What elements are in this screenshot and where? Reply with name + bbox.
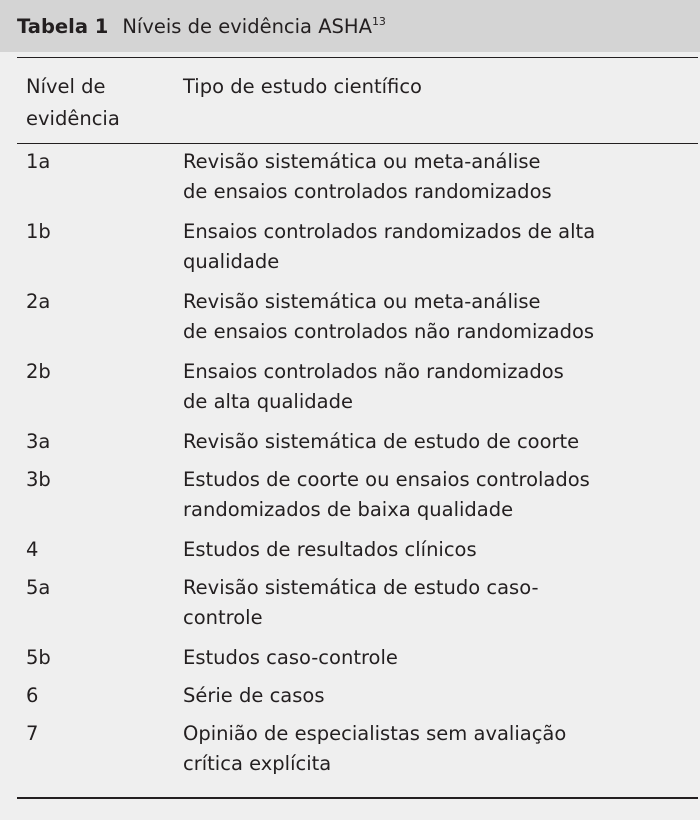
row-type-line: Série de casos xyxy=(183,684,325,707)
row-level: 6 xyxy=(26,684,39,707)
row-level: 2a xyxy=(26,290,51,313)
row-type-line: Opinião de especialistas sem avaliação xyxy=(183,722,567,745)
reference-superscript: 13 xyxy=(371,15,386,28)
row-level: 1a xyxy=(26,150,51,173)
header-level-line: Nível de xyxy=(26,75,106,98)
row-level: 3a xyxy=(26,430,51,453)
table-top-rule xyxy=(17,57,698,58)
table-label: Tabela 1 xyxy=(17,15,109,38)
table-title: Níveis de evidência ASHA xyxy=(122,15,372,38)
header-level xyxy=(26,71,120,135)
row-type-line: qualidade xyxy=(183,250,280,273)
row-type-line: controle xyxy=(183,606,263,629)
row-level: 2b xyxy=(26,360,51,383)
row-type-line: Ensaios controlados randomizados de alta xyxy=(183,220,596,243)
row-level: 5a xyxy=(26,576,51,599)
row-type-line: Revisão sistemática ou meta-análise xyxy=(183,290,541,313)
header-type: Tipo de estudo científico xyxy=(183,75,422,98)
row-type-line: Revisão sistemática de estudo de coorte xyxy=(183,430,580,453)
row-level: 1b xyxy=(26,220,51,243)
table-caption xyxy=(17,14,386,40)
row-type-line: Ensaios controlados não randomizados xyxy=(183,360,564,383)
header-rule xyxy=(17,143,698,144)
row-level: 3b xyxy=(26,468,51,491)
row-level: 4 xyxy=(26,538,39,561)
table-bottom-rule xyxy=(17,797,698,799)
row-type-line: Estudos caso-controle xyxy=(183,646,398,669)
row-type-line: Estudos de resultados clínicos xyxy=(183,538,477,561)
row-level: 5b xyxy=(26,646,51,669)
row-type-line: crítica explícita xyxy=(183,752,332,775)
row-type-line: randomizados de baixa qualidade xyxy=(183,498,514,521)
row-type-line: Revisão sistemática de estudo caso- xyxy=(183,576,539,599)
row-type-line: de ensaios controlados não randomizados xyxy=(183,320,595,343)
row-type-line: Revisão sistemática ou meta-análise xyxy=(183,150,541,173)
row-type-line: de ensaios controlados randomizados xyxy=(183,180,552,203)
header-level-line: evidência xyxy=(26,107,120,130)
row-level: 7 xyxy=(26,722,39,745)
row-type-line: Estudos de coorte ou ensaios controlados xyxy=(183,468,590,491)
row-type-line: de alta qualidade xyxy=(183,390,353,413)
